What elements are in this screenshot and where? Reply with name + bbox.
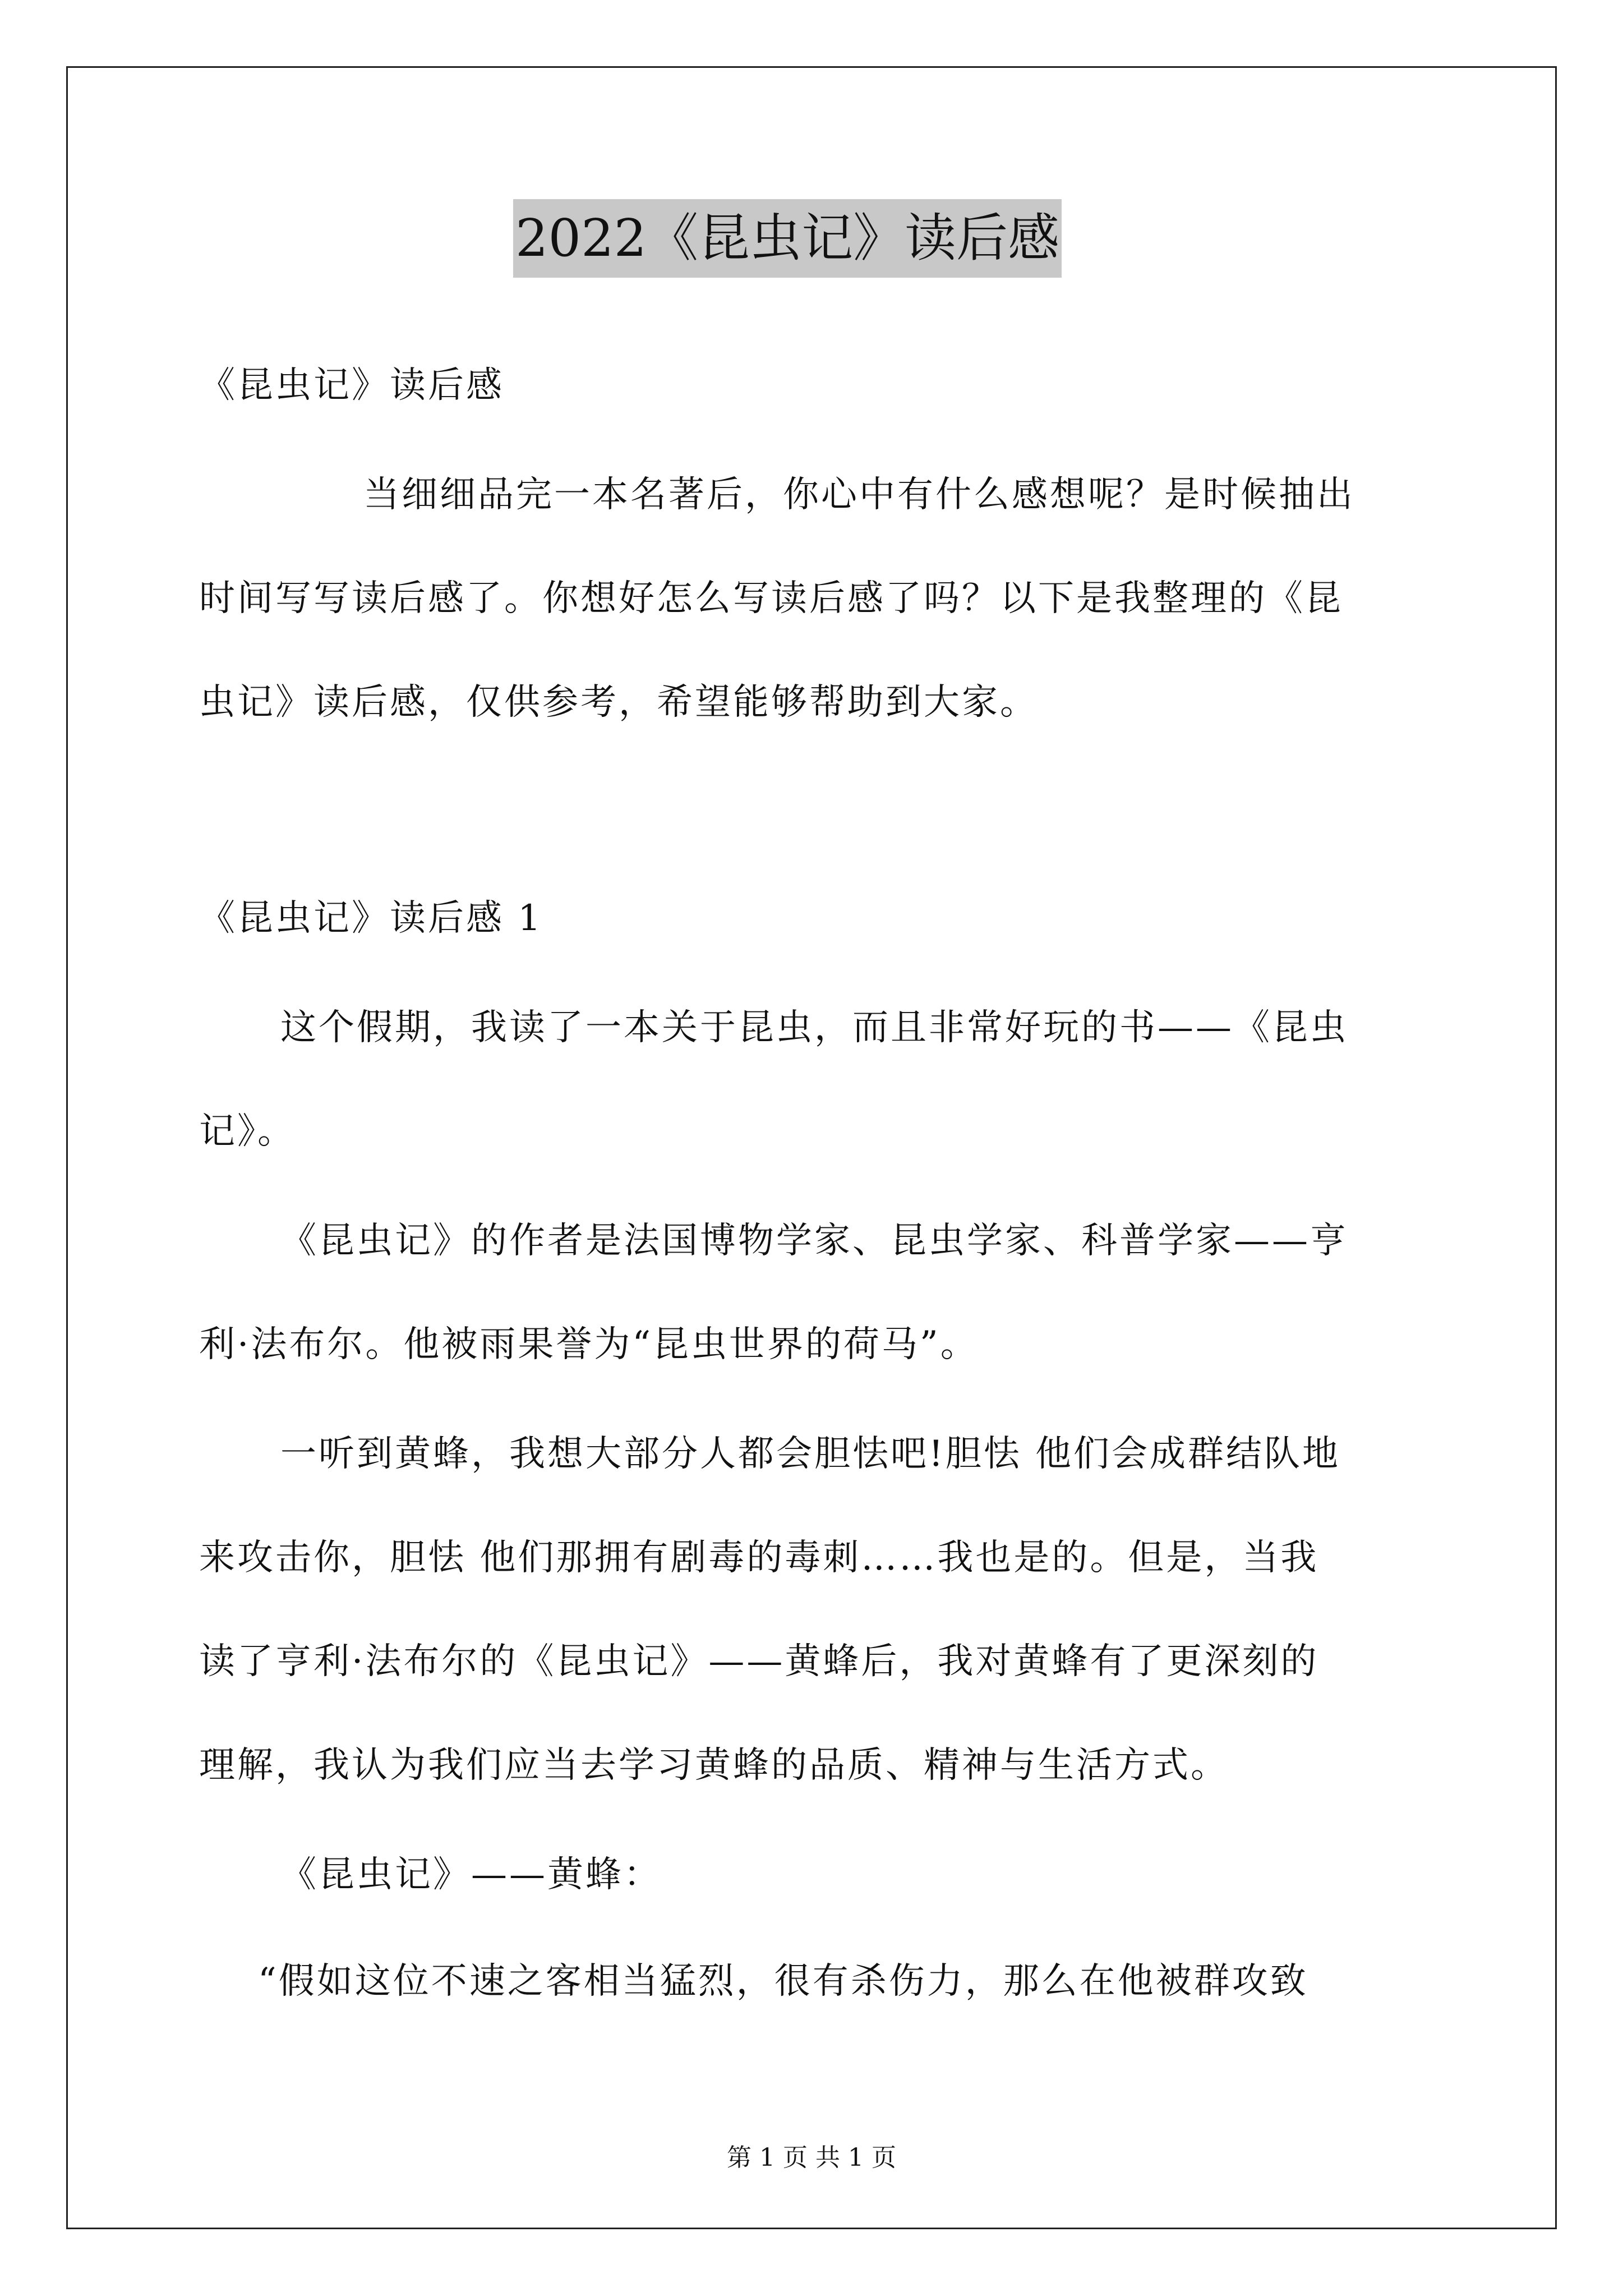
- body-line-1: 这个假期，我读了一本关于昆虫，而且非常好玩的书——《昆虫: [280, 1007, 1348, 1048]
- page-footer: 第 1 页 共 1 页: [727, 2143, 896, 2172]
- body-line-7: 读了亨利·法布尔的《昆虫记》——黄蜂后，我对黄蜂有了更深刻的: [199, 1641, 1319, 1682]
- intro-line-1: 当细细品完一本名著后，你心中有什么感想呢？是时候抽出: [363, 474, 1355, 516]
- body-line-2: 记》。: [199, 1111, 296, 1152]
- intro-line-3: 虫记》读后感，仅供参考，希望能够帮助到大家。: [199, 682, 1038, 723]
- body-line-3: 《昆虫记》的作者是法国博物学家、昆虫学家、科普学家——亨: [280, 1220, 1348, 1262]
- intro-line-2: 时间写写读后感了。你想好怎么写读后感了吗？以下是我整理的《昆: [199, 578, 1343, 619]
- body-line-8: 理解，我认为我们应当去学习黄蜂的品质、精神与生活方式。: [199, 1745, 1229, 1786]
- body-line-6: 来攻击你，胆怯 他们那拥有剧毒的毒刺……我也是的。但是，当我: [199, 1537, 1319, 1579]
- intro-heading: 《昆虫记》读后感: [199, 365, 504, 406]
- body-line-9: 《昆虫记》——黄蜂：: [280, 1854, 662, 1895]
- body-line-5: 一听到黄蜂，我想大部分人都会胆怯吧!胆怯 他们会成群结队地: [280, 1433, 1341, 1475]
- section-heading: 《昆虫记》读后感 1: [199, 898, 543, 939]
- body-line-10: “假如这位不速之客相当猛烈，很有杀伤力，那么在他被群攻致: [258, 1961, 1308, 2002]
- body-line-4: 利·法布尔。他被雨果誉为“昆虫世界的荷马”。: [199, 1324, 979, 1365]
- document-title: 2022《昆虫记》读后感: [513, 199, 1062, 278]
